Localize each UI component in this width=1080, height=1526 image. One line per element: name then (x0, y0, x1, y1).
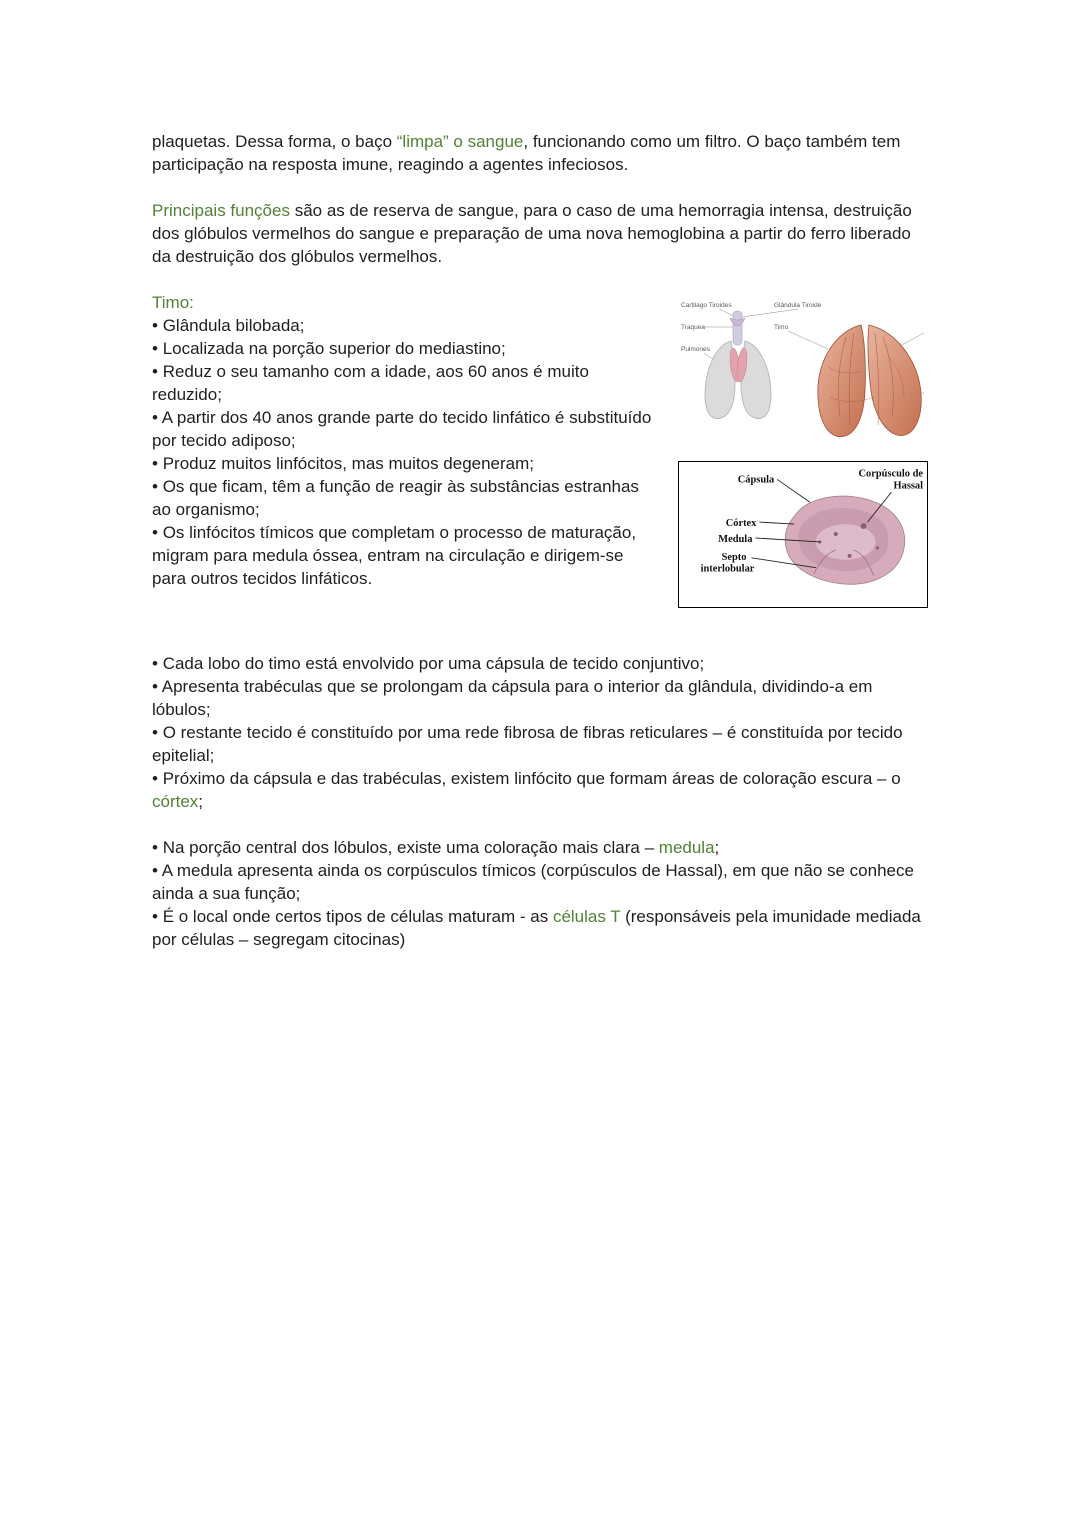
bullet-text: Cada lobo do timo está envolvido por uma cápsula de tecido conjuntivo; (162, 654, 705, 673)
bullet-item-hassal (152, 859, 928, 905)
bullet-glyph: • (152, 339, 158, 358)
label-cortex: Córtex (725, 518, 757, 530)
bullet-item-bilobada (152, 314, 652, 337)
bullet-item-tecido-adiposo (152, 406, 652, 452)
bullet-text: É o local onde certos tipos de células maturam - as (162, 907, 553, 926)
bullet-glyph: • (152, 907, 158, 926)
label-pulmones: Pulmones (681, 346, 710, 353)
bullet-text: Os que ficam, têm a função de reagir às substâncias estranhas ao organismo; (152, 477, 639, 519)
bullet-text: Localizada na porção superior do mediastino; (162, 339, 506, 358)
thymus-structure-bullets (152, 652, 928, 951)
bullet-text: Glândula bilobada; (162, 316, 305, 335)
label-traqueia: Traquea (681, 324, 705, 331)
bullet-item-capsula (152, 652, 928, 675)
bullet-item-trabeculas (152, 675, 928, 721)
bullet-text-end: ; (714, 838, 720, 857)
bullet-text: Reduz o seu tamanho com a idade, aos 60 anos é muito reduzido; (152, 362, 589, 404)
bullet-text: Na porção central dos lóbulos, existe uma coloração mais clara – (162, 838, 659, 857)
bullet-text: Os linfócitos tímicos que completam o processo de maturação, migram para medula óssea, entram na circulação e dirigem-se para outros tecidos linfáticos. (152, 523, 637, 588)
bullet-glyph: • (152, 477, 158, 496)
bullet-text: Apresenta trabéculas que se prolongam da cápsula para o interior da glândula, dividindo-a em lóbulos; (152, 677, 873, 719)
bullet-text: Próximo da cápsula e das trabéculas, existem linfócito que formam áreas de coloração escura – o (162, 769, 901, 788)
bullet-glyph: • (152, 723, 158, 742)
bullet-glyph: • (152, 454, 158, 473)
bullet-text-end: ; (198, 792, 204, 811)
medulla-region-shape (816, 524, 876, 560)
bullet-glyph: • (152, 861, 158, 880)
intro-p1-highlight: “limpa” o sangue (396, 132, 524, 151)
timo-heading: Timo: (152, 293, 194, 312)
label-glandula-tiroide: Glândula Tiroide (774, 302, 822, 309)
bullet-text-highlight-medula: medula (658, 838, 715, 857)
label-medula: Medula (718, 533, 753, 545)
label-capsula: Cápsula (737, 474, 775, 486)
enlarged-thymus-left-lobe (818, 325, 865, 437)
intro-p2-highlight: Principais funções (152, 201, 290, 220)
bullet-glyph: • (152, 408, 158, 427)
intro-paragraph-2 (152, 199, 928, 268)
bullet-text: O restante tecido é constituído por uma rede fibrosa de fibras reticulares – é constituída por tecido epitelial; (152, 723, 903, 765)
label-hassal: Hassal (893, 480, 924, 492)
bullet-item-reagir (152, 475, 652, 521)
figures-column (678, 291, 928, 608)
bullet-item-maturacao (152, 521, 652, 590)
bullet-item-medula (152, 836, 928, 859)
intro-p1-text-end: , funcionando como um filtro. O baço também tem participação na resposta imune, reagindo a agentes infeciosos. (152, 132, 901, 174)
bullet-text-end: (responsáveis pela imunidade mediada por células – segregam citocinas) (152, 907, 921, 949)
bullet-item-localizacao (152, 337, 652, 360)
bullet-item-celulas-t (152, 905, 928, 951)
thymus-text-column (152, 291, 652, 608)
label-corpusculo-de: Corpúsculo de (858, 468, 924, 480)
bullet-glyph: • (152, 523, 158, 542)
bullet-text-highlight-cortex: córtex (152, 792, 199, 811)
bullet-item-linfocitos (152, 452, 652, 475)
bullet-text: A medula apresenta ainda os corpúsculos tímicos (corpúsculos de Hassal), em que não se conhece ainda a sua função; (152, 861, 914, 903)
label-interlobular: interlobular (700, 563, 755, 575)
intro-paragraph-1 (152, 130, 928, 176)
bullet-item-tamanho (152, 360, 652, 406)
bullet-text-highlight-celulas-t: células T (552, 907, 621, 926)
thymus-anatomy-figure (678, 297, 928, 447)
bullet-text: Produz muitos linfócitos, mas muitos degeneram; (162, 454, 535, 473)
bullet-item-cortex (152, 767, 928, 813)
bullet-text: A partir dos 40 anos grande parte do tecido linfático é substituído por tecido adiposo; (152, 408, 652, 450)
trachea-shape (733, 311, 742, 345)
bullet-glyph: • (152, 677, 158, 696)
bullet-glyph: • (152, 654, 158, 673)
bullet-glyph: • (152, 362, 158, 381)
label-septo: Septo (721, 551, 747, 563)
thymus-section (152, 291, 928, 608)
thymus-histology-figure (678, 461, 928, 608)
blank-line (152, 813, 928, 836)
label-timo: Timo (774, 324, 789, 331)
bullet-glyph: • (152, 316, 158, 335)
intro-p2-text: são as de reserva de sangue, para o caso de uma hemorragia intensa, destruição dos glóbulos vermelhos do sangue e preparação de uma nova hemoglobina a partir do ferro liberado da destruição dos glóbulos vermelhos. (152, 201, 912, 266)
bullet-item-rede-fibrosa (152, 721, 928, 767)
bullet-glyph: • (152, 838, 158, 857)
label-cartilago-tiroides: Cartilago Tiroides (681, 302, 732, 309)
intro-p1-text: plaquetas. Dessa forma, o baço (152, 132, 397, 151)
bullet-glyph: • (152, 769, 158, 788)
